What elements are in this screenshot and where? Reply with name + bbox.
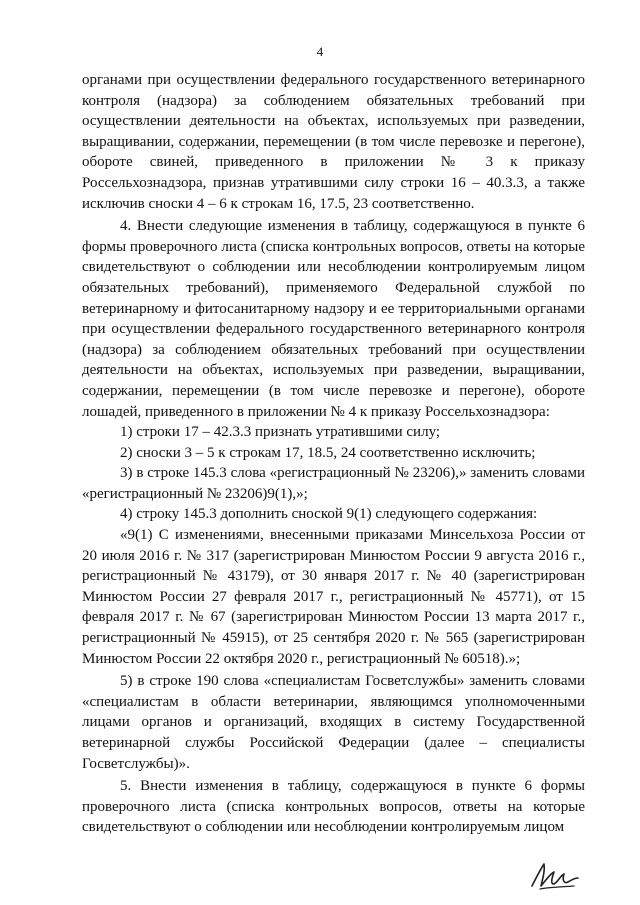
- handwritten-signature: [528, 856, 582, 896]
- subitem-5: 5) в строке 190 слова «специалистам Госветслужбы» заменить словами «специалистам в области ветеринарии, являющимся уполномоченными лицами органов и организаций, входящих в систему Государственной ветеринарной службы Российской Федерации (далее – специалисты Госветслужбы)».: [82, 673, 585, 772]
- page-number: 4: [316, 44, 324, 59]
- subitem-1: 1) строки 17 – 42.3.3 признать утратившими силу;: [120, 424, 441, 441]
- paragraph-item-4: 4. Внести следующие изменения в таблицу, содержащуюся в пункте 6 формы проверочного листа (списка контрольных вопросов, ответы на которые свидетельствуют о соблюдении или несоблюдении контролируемым лицом обязательных требований), применяемого Федеральной службой по ветеринарному и фитосанитарному надзору и ее территориальными органами при осуществлении федерального государственного ветеринарного контроля (надзора) за соблюдением обязательных требований при осуществлении деятельности на объектах, используемых при разведении, выращивании, содержании, перемещении (в том числе перевозке и перегоне), обороте лошадей, приведенного в приложении № 4 к приказу Россельхознадзора:: [82, 218, 585, 420]
- paragraph-item-5: 5. Внести изменения в таблицу, содержащуюся в пункте 6 формы проверочного листа (списка контрольных вопросов, ответы на которые свидетельствуют о соблюдении или несоблюдении контролируемым лицом: [82, 778, 585, 836]
- paragraph-continuation: органами при осуществлении федерального государственного ветеринарного контроля (надзора) за соблюдением обязательных требований при осуществлении деятельности на объектах, используемых при разведении, выращивании, содержании, перемещении (в том числе перевозке и перегоне), обороте свиней, приведенного в приложении № 3 к приказу Россельхознадзора, признав утратившими силу строки 16 – 40.3.3, а также исключив сноски 4 – 6 к строкам 16, 17.5, 23 соответственно.: [82, 72, 585, 212]
- document-body: [82, 70, 585, 838]
- subitem-3: 3) в строке 145.3 слова «регистрационный № 23206),» заменить словами «регистрационный № 23206)9(1),»;: [82, 465, 585, 502]
- subitem-4: 4) строку 145.3 дополнить сноской 9(1) следующего содержания:: [120, 506, 538, 523]
- footnote-text: «9(1) С изменениями, внесенными приказами Минсельхоза России от 20 июля 2016 г. № 317 (зарегистрирован Минюстом России 9 августа 2016 г., регистрационный № 43179), от 30 января 2017 г. № 40 (зарегистрирован Минюстом России 27 февраля 2017 г., регистрационный № 45771), от 15 февраля 2017 г. № 67 (зарегистрирован Минюстом России 13 марта 2017 г., регистрационный № 45915), от 25 сентября 2020 г. № 565 (зарегистрирован Минюстом России 22 октября 2020 г., регистрационный № 60518).»;: [82, 527, 585, 667]
- subitem-2: 2) сноски 3 – 5 к строкам 17, 18.5, 24 соответственно исключить;: [120, 444, 536, 461]
